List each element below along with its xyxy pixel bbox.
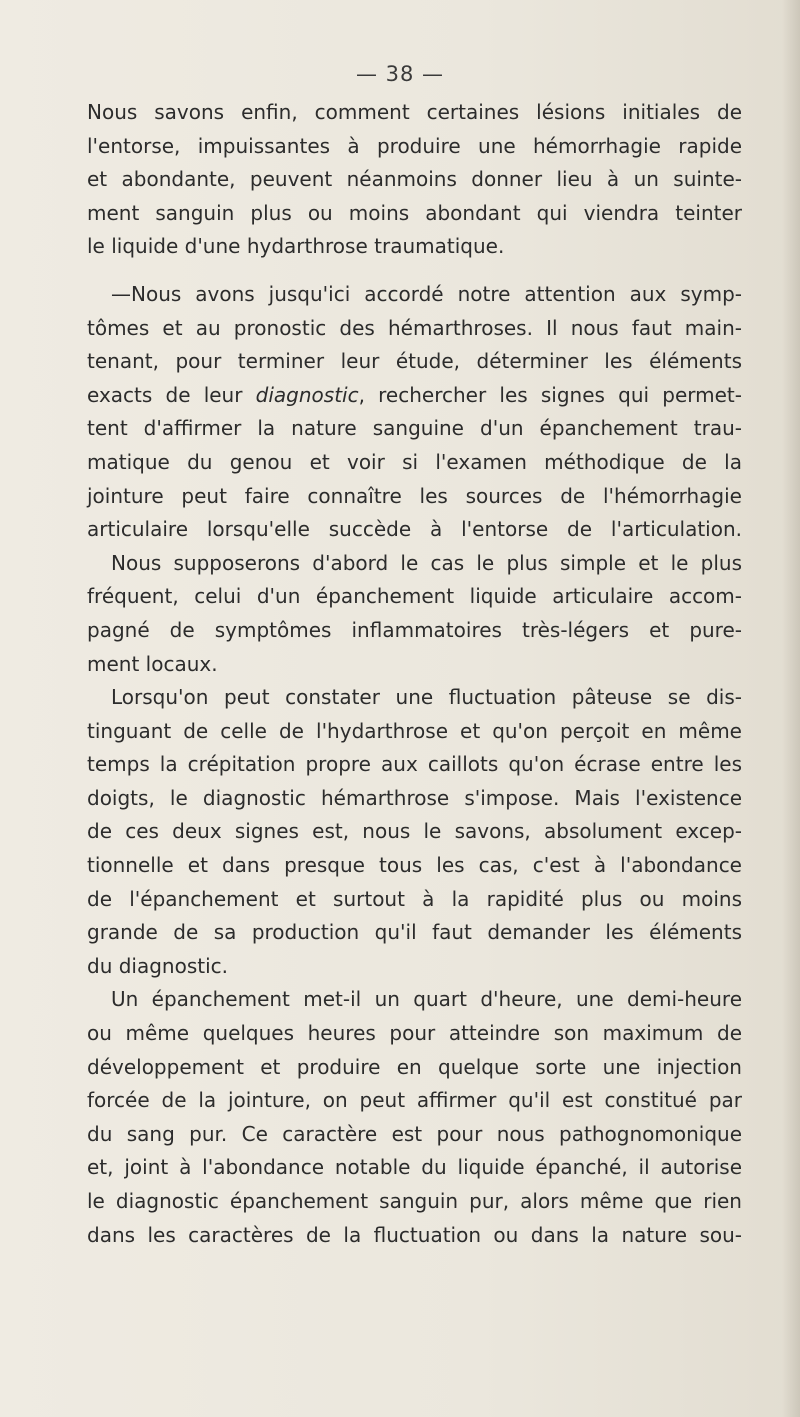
body-text — [87, 96, 742, 1252]
text-fragment: exacts de leur — [87, 382, 256, 407]
text-line: pagné de symptômes inflammatoires très-légers et pure- — [87, 617, 742, 642]
text-line: et, joint à l'abondance notable du liquide épanché, il autorise — [87, 1155, 742, 1180]
text-line: du diagnostic. — [87, 953, 229, 978]
italic-word: diagnostic — [255, 382, 359, 407]
text-line: de l'épanchement et surtout à la rapidité plus ou moins — [87, 886, 742, 911]
text-line: matique du genou et voir si l'examen méthodique de la — [87, 449, 742, 474]
text-line: ou même quelques heures pour atteindre son maximum de — [87, 1021, 742, 1046]
text-line: ment sanguin plus ou moins abondant qui viendra teinter — [87, 200, 742, 225]
paragraph-4 — [87, 681, 742, 983]
paragraph-2 — [87, 278, 742, 547]
text-line: développement et produire en quelque sorte une injection — [87, 1054, 742, 1079]
text-line: grande de sa production qu'il faut demander les éléments — [87, 920, 742, 945]
text-line: Lorsqu'on peut constater une fluctuation pâteuse se dis- — [111, 685, 742, 710]
text-line: tent d'affirmer la nature sanguine d'un épanchement trau- — [87, 416, 742, 441]
text-line: et abondante, peuvent néanmoins donner lieu à un suinte- — [87, 167, 742, 192]
paragraph-5 — [87, 983, 742, 1252]
text-line: Un épanchement met-il un quart d'heure, une demi-heure — [111, 987, 742, 1012]
text-line: forcée de la jointure, on peut affirmer qu'il est constitué par — [87, 1088, 742, 1113]
text-line: Nous savons enfin, comment certaines lésions initiales de — [87, 100, 742, 124]
text-line: jointure peut faire connaître les sources de l'hémorrhagie — [87, 483, 742, 508]
text-line: tinguant de celle de l'hydarthrose et qu'on perçoit en même — [87, 718, 742, 743]
text-line: temps la crépitation propre aux caillots qu'on écrase entre les — [87, 752, 742, 777]
text-line: tionnelle et dans presque tous les cas, c'est à l'abondance — [87, 853, 742, 878]
text-line: —Nous avons jusqu'ici accordé notre attention aux symp- — [111, 281, 742, 306]
paragraph-3 — [87, 547, 742, 681]
text-line: tômes et au pronostic des hémarthroses. Il nous faut main- — [87, 315, 742, 340]
text-line: Nous supposerons d'abord le cas le plus simple et le plus — [111, 550, 742, 575]
text-line: tenant, pour terminer leur étude, déterminer les éléments — [87, 349, 742, 374]
text-line: le diagnostic épanchement sanguin pur, alors même que rien — [87, 1189, 742, 1213]
text-line — [87, 379, 742, 413]
text-line: de ces deux signes est, nous le savons, absolument excep- — [87, 819, 742, 844]
text-line: le liquide d'une hydarthrose traumatique. — [87, 234, 505, 259]
text-line: doigts, le diagnostic hémarthrose s'impose. Mais l'existence — [87, 785, 742, 810]
text-line: articulaire lorsqu'elle succède à l'entorse de l'articulation. — [87, 517, 742, 542]
text-line: dans les caractères de la fluctuation ou dans la nature sou- — [87, 1222, 742, 1247]
text-fragment: , rechercher les signes qui permet- — [358, 382, 742, 407]
paragraph-gap — [87, 264, 742, 278]
text-line: ment locaux. — [87, 651, 218, 676]
page-edge-shadow — [782, 0, 800, 1417]
paragraph-1 — [87, 96, 742, 264]
text-line: fréquent, celui d'un épanchement liquide articulaire accom- — [87, 584, 742, 609]
page-number: — 38 — — [355, 62, 445, 86]
text-line: du sang pur. Ce caractère est pour nous pathognomonique — [87, 1121, 742, 1146]
text-line: l'entorse, impuissantes à produire une hémorrhagie rapide — [87, 133, 742, 158]
